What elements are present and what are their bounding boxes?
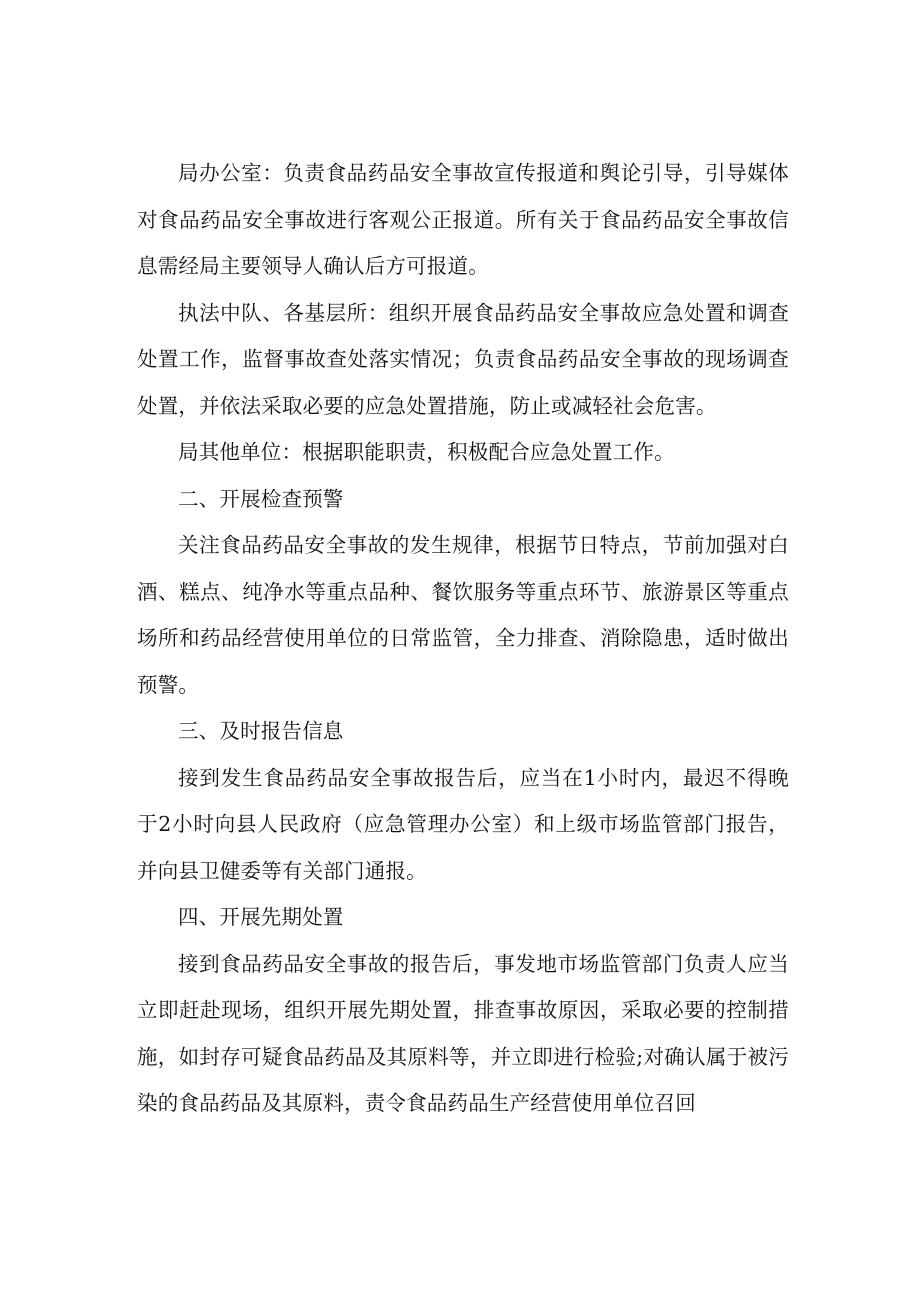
paragraph-report-info: 接到发生食品药品安全事故报告后，应当在1小时内，最迟不得晚于2小时向县人民政府（应急管理办公室）和上级市场监管部门报告，并向县卫健委等有关部门通报。 [137,765,789,883]
document-body [137,150,789,1127]
paragraph-initial-handling: 接到食品药品安全事故的报告后，事发地市场监管部门负责人应当立即赶赴现场，组织开展先期处置，排查事故原因，采取必要的控制措施，如封存可疑食品药品及其原料等，并立即进行检验;对确认属于被污染的食品药品及其原料，责令食品药品生产经营使用单位召回 [137,951,789,1115]
paragraph-office-duties: 局办公室：负责食品药品安全事故宣传报道和舆论引导，引导媒体对食品药品安全事故进行客观公正报道。所有关于食品药品安全事故信息需经局主要领导人确认后方可报道。 [137,161,789,278]
paragraph-enforcement-duties: 执法中队、各基层所：组织开展食品药品安全事故应急处置和调查处置工作，监督事故查处落实情况；负责食品药品安全事故的现场调查处置，并依法采取必要的应急处置措施，防止或减轻社会危害。 [137,300,789,418]
paragraph-inspection-warning: 关注食品药品安全事故的发生规律，根据节日特点，节前加强对白酒、糕点、纯净水等重点品种、餐饮服务等重点环节、旅游景区等重点场所和药品经营使用单位的日常监管，全力排查、消除隐患，适时做出预警。 [137,533,789,697]
paragraph-other-units: 局其他单位：根据职能职责，积极配合应急处置工作。 [178,440,675,464]
section-heading-inspection-warning: 二、开展检查预警 [178,486,344,511]
section-heading-initial-handling: 四、开展先期处置 [178,905,344,929]
section-heading-report-info: 三、及时报告信息 [178,719,344,743]
